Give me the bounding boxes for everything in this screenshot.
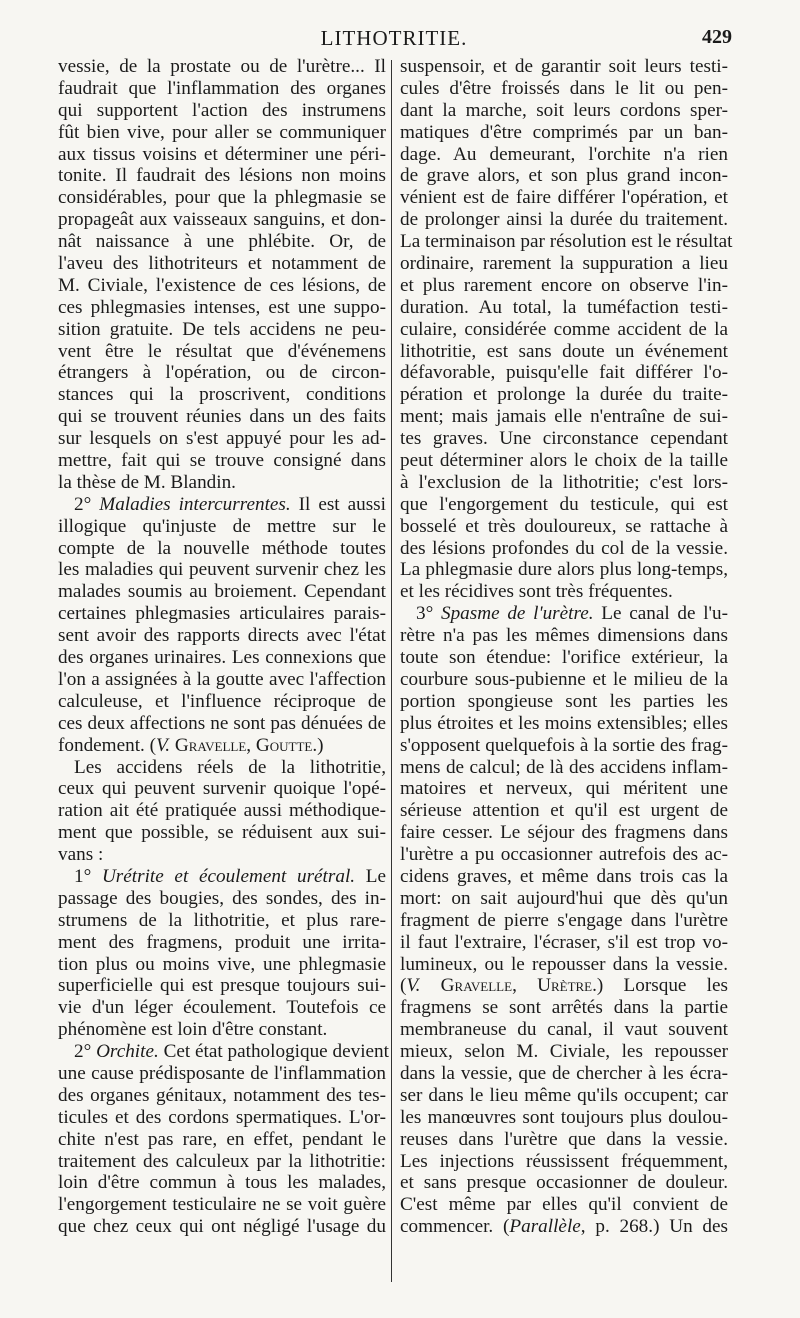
text-line-t: traitement des calculeux par la lithotritie: <box>58 1150 386 1172</box>
text-line <box>58 1063 386 1085</box>
text-line-t: que chez ceux qui ont négligé l'usage du <box>58 1216 386 1238</box>
text-line-t: faudrait que l'inflammation des organes <box>58 77 386 99</box>
text-line-t: suspensoir, et de garantir soit leurs testi- <box>400 56 728 77</box>
text-line-t: reuses dans l'urètre que dans la vessie. <box>400 1128 728 1150</box>
text-line-t: fragmens se sont arrêtés dans la partie <box>400 997 728 1019</box>
text-line-t: l'engorgement testiculaire ne se voit guère <box>58 1194 386 1216</box>
text-line-t: culaire, considérée comme accident de la <box>400 318 728 340</box>
text-line <box>58 1107 386 1129</box>
text-line <box>400 954 728 976</box>
text-line <box>58 866 386 888</box>
text-line-em: V. <box>406 975 421 997</box>
text-line <box>58 253 386 275</box>
text-line-t: C'est même par elles qu'il convient de <box>400 1194 728 1216</box>
text-line-t: mieux, selon M. Civiale, les repousser <box>400 1041 728 1063</box>
text-line <box>58 1019 386 1041</box>
text-line <box>400 165 728 187</box>
text-line-t: ment que possible, se réduisent aux sui- <box>58 822 386 844</box>
text-line <box>400 209 728 231</box>
text-line <box>400 538 728 560</box>
text-line <box>400 932 728 954</box>
text-line-t: La phlegmasie dure alors plus long-temps, <box>400 559 728 581</box>
text-line <box>58 472 386 494</box>
text-line-t: nât naissance à une phlébite. Or, de <box>58 231 386 253</box>
text-line-t: fragment de pierre s'engage dans l'urètre <box>400 909 728 931</box>
text-line <box>400 975 728 997</box>
text-line-em: Spasme de l'urètre. <box>440 603 594 625</box>
text-line <box>58 1151 386 1173</box>
text-line-sc: Gravelle, Urètre. <box>420 975 597 997</box>
text-line <box>58 406 386 428</box>
text-line-t: peut déterminer alors le choix de la taille <box>400 450 728 472</box>
text-line <box>58 144 386 166</box>
text-line <box>58 428 386 450</box>
text-line-t: compte de la nouvelle méthode toutes <box>58 537 386 559</box>
text-line <box>58 516 386 538</box>
text-line <box>58 888 386 910</box>
text-line <box>400 713 728 735</box>
text-line <box>400 1063 728 1085</box>
text-line <box>400 319 728 341</box>
text-line-t: propageât aux vaisseaux sanguins, et don- <box>58 209 386 231</box>
text-line-t: les manœuvres sont toujours plus doulou- <box>400 1106 728 1128</box>
text-line-t: malades soumis au broiement. Cependant <box>58 581 386 603</box>
text-line-t: une cause prédisposante de l'inflammation <box>58 1062 386 1084</box>
text-line-t: bosselé et très douloureux, se rattache à <box>400 515 728 537</box>
text-line-t: cules d'être froissés dans le lit ou pen- <box>400 77 728 99</box>
text-line-t: mettre, fait qui se trouve consigné dans <box>58 450 386 472</box>
text-line <box>58 910 386 932</box>
text-line <box>58 800 386 822</box>
text-line <box>58 954 386 976</box>
text-line <box>400 1107 728 1129</box>
text-line <box>58 56 386 78</box>
text-line <box>58 1216 386 1238</box>
text-line <box>58 100 386 122</box>
text-line <box>400 494 728 516</box>
text-line-t: plus étroites et les moins extensibles; elles <box>400 712 728 734</box>
text-line <box>58 209 386 231</box>
text-line-t: Le canal de l'u- <box>593 603 728 625</box>
text-line <box>58 603 386 625</box>
text-line-t: Cet état pathologique devient <box>158 1041 389 1063</box>
left-text-column <box>58 56 389 1238</box>
text-line <box>58 187 386 209</box>
text-line <box>400 100 728 122</box>
text-line-t: La terminaison par résolution est le résultat <box>400 231 733 253</box>
text-line-t: fût bien vive, pour aller se communiquer <box>58 121 386 143</box>
text-line-post: ) Lorsque les <box>596 975 728 997</box>
text-line <box>400 669 728 691</box>
text-line-t: membraneuse du canal, il vaut souvent <box>400 1019 728 1041</box>
text-line-t: ticules et des cordons spermatiques. L'or- <box>58 1106 386 1128</box>
text-line-post: , p. 268.) Un des <box>580 1216 729 1238</box>
text-line <box>58 932 386 954</box>
text-line-t: mort: on sait aujourd'hui que dès qu'un <box>400 887 728 909</box>
text-line <box>400 341 728 363</box>
text-line <box>400 297 728 319</box>
text-line-t: vessie, de la prostate ou de l'urètre... Il <box>58 56 386 77</box>
text-line <box>58 165 386 187</box>
text-line-t: phénomène est loin d'être constant. <box>58 1019 328 1041</box>
text-line <box>400 1151 728 1173</box>
text-line-t: Le <box>355 865 386 887</box>
text-line <box>58 735 386 757</box>
text-line-t: il faut l'extraire, l'écraser, s'il est trop vo- <box>400 931 728 953</box>
text-line <box>400 625 728 647</box>
right-text-column <box>400 56 733 1238</box>
text-line <box>400 603 728 625</box>
text-line-t: duration. Au total, la tuméfaction testi- <box>400 296 728 318</box>
text-line-t: courbure sous-pubienne et le milieu de la <box>400 668 728 690</box>
text-line-t: dant la marche, soit leurs cordons sper- <box>400 99 728 121</box>
text-line-t: portion spongieuse sont les parties les <box>400 690 728 712</box>
text-line <box>58 450 386 472</box>
page-number: 429 <box>702 26 732 48</box>
text-line-t: et sans presque occasionner de douleur. <box>400 1172 728 1194</box>
text-line-t: ration ait été pratiquée aussi méthodique- <box>58 800 386 822</box>
text-line <box>58 822 386 844</box>
text-line <box>400 757 728 779</box>
text-line <box>400 78 728 100</box>
text-line <box>58 691 386 713</box>
text-line-t: ment; mais jamais elle n'entraîne de sui- <box>400 406 728 428</box>
text-line-t: des organes génitaux, notamment des tes- <box>58 1084 386 1106</box>
text-line-t: faire cesser. Le séjour des fragmens dans <box>400 822 728 844</box>
page-header <box>56 26 732 52</box>
text-line-t: ( <box>400 975 407 997</box>
text-line-em: Urétrite et écoulement urétral. <box>101 865 356 887</box>
text-line <box>400 778 728 800</box>
text-line-t: sition gratuite. De tels accidens ne peu- <box>58 318 386 340</box>
text-line <box>400 581 728 603</box>
text-line <box>400 428 728 450</box>
text-line-t: lithotritie, est sans doute un événement <box>400 340 728 362</box>
text-line <box>400 187 728 209</box>
text-line-t: défavorable, puisqu'elle fait différer l'o- <box>400 362 728 384</box>
text-line-t: tonite. Il faudrait des lésions non moins <box>58 165 386 187</box>
text-line-t: s'opposent quelquefois à la sortie des frag- <box>400 734 728 756</box>
text-line-t: à l'exclusion de la lithotritie; c'est lors- <box>400 471 728 493</box>
text-line <box>400 1041 728 1063</box>
text-line <box>58 1041 389 1063</box>
text-line-em: Parallèle <box>509 1216 581 1238</box>
text-line-t: de grave alors, et son plus grand incon- <box>400 165 728 187</box>
text-line-t: vie d'un léger écoulement. Toutefois ce <box>58 997 386 1019</box>
text-line <box>58 275 386 297</box>
text-line <box>58 669 386 691</box>
text-line-t: des lésions profondes du col de la vessie. <box>400 537 728 559</box>
text-line-t: de prolonger ainsi la durée du traitement. <box>400 209 728 231</box>
text-line-sc: Gravelle, Goutte. <box>170 734 318 756</box>
text-line-t: Les injections réussissent fréquemment, <box>400 1150 728 1172</box>
text-line-t: lumineux, ou le repousser dans la vessie. <box>400 953 728 975</box>
text-line <box>400 647 728 669</box>
text-line <box>58 494 386 516</box>
text-line <box>58 559 386 581</box>
text-line <box>400 56 728 78</box>
text-line-t: des organes urinaires. Les connexions que <box>58 647 386 669</box>
text-line <box>400 866 728 888</box>
text-line-t: chite n'est pas rare, en effet, pendant le <box>58 1128 386 1150</box>
text-line-t: dage. Au demeurant, l'orchite n'a rien <box>400 143 728 165</box>
text-line-t: certaines phlegmasies articulaires parais- <box>58 603 386 625</box>
text-line <box>58 647 386 669</box>
text-line-t: les maladies qui peuvent survenir chez les <box>58 559 386 581</box>
text-line-em: Orchite. <box>96 1041 159 1063</box>
text-line <box>58 581 386 603</box>
text-line <box>58 778 386 800</box>
text-line-t: Les accidens réels de la lithotritie, <box>74 756 386 778</box>
text-line-pre: 3° <box>416 603 441 625</box>
text-line <box>400 888 728 910</box>
text-line-t: dans la vessie, que de chercher à les écra- <box>400 1062 728 1084</box>
text-line <box>58 297 386 319</box>
text-line-t: ser dans le lieu même qu'ils occupent; car <box>400 1084 728 1106</box>
text-line <box>58 362 386 384</box>
text-line-t: et les récidives sont très fréquentes. <box>400 581 673 603</box>
text-line-t: l'on a assignées à la goutte avec l'affection <box>58 668 386 690</box>
text-line <box>58 1085 386 1107</box>
text-line-t: et plus rarement encore on observe l'in- <box>400 274 728 296</box>
text-line <box>400 362 728 384</box>
text-line-t: la thèse de M. Blandin. <box>58 471 236 493</box>
text-line <box>58 78 386 100</box>
text-line <box>58 713 386 735</box>
text-line-t: vénient est de faire différer l'opération, et <box>400 187 728 209</box>
text-line-t: vans : <box>58 844 104 866</box>
text-line <box>58 341 386 363</box>
text-line-t: vent être le résultat que d'événemens <box>58 340 386 362</box>
text-line <box>58 384 386 406</box>
text-line-t: illogique qu'injuste de mettre sur le <box>58 515 386 537</box>
text-line <box>58 757 386 779</box>
text-line-t: passage des bougies, des sondes, des in- <box>58 887 386 909</box>
text-line-t: superficielle qui est presque toujours sui- <box>58 975 386 997</box>
text-line-t: sent avoir des rapports directs avec l'état <box>58 625 386 647</box>
text-line-t: étrangers à l'opération, ou de circon- <box>58 362 386 384</box>
text-line <box>58 997 386 1019</box>
text-line-t: matiques d'être comprimés par un ban- <box>400 121 728 143</box>
text-line-t: cidens graves, et même dans trois cas la <box>400 865 728 887</box>
text-line-t: ces phlegmasies intenses, est une suppo- <box>58 296 386 318</box>
text-line <box>400 1085 728 1107</box>
text-line <box>400 735 728 757</box>
text-line <box>58 625 386 647</box>
column-divider <box>391 60 392 1282</box>
text-line <box>58 122 386 144</box>
text-line-t: qui se trouvent réunies dans un des faits <box>58 406 386 428</box>
text-line-pre: 2° <box>74 1041 97 1063</box>
text-line <box>400 406 728 428</box>
text-line-em: V. <box>156 734 171 756</box>
text-line <box>400 1019 728 1041</box>
text-line-t: que l'engorgement du testicule, qui est <box>400 493 728 515</box>
text-line <box>58 1129 386 1151</box>
text-line <box>58 231 386 253</box>
text-line <box>400 450 728 472</box>
text-line <box>58 844 386 866</box>
text-line <box>400 1216 728 1238</box>
text-line-t: ment des fragmens, produit une irrita- <box>58 931 386 953</box>
text-line <box>400 144 728 166</box>
text-line <box>58 1172 386 1194</box>
text-line <box>400 472 728 494</box>
text-line <box>400 800 728 822</box>
text-line <box>400 1172 728 1194</box>
text-line <box>58 538 386 560</box>
text-line-pre: 1° <box>74 865 102 887</box>
text-line-t: tes graves. Une circonstance cependant <box>400 428 728 450</box>
text-line <box>58 975 386 997</box>
text-line-t: mens de calcul; de là des accidens inflam- <box>400 756 728 778</box>
text-line-t: toute son étendue: l'orifice extérieur, la <box>400 647 728 669</box>
text-line <box>400 384 728 406</box>
text-line <box>400 844 728 866</box>
text-line <box>400 997 728 1019</box>
text-line-post: ) <box>317 734 324 756</box>
text-line <box>58 1194 386 1216</box>
text-line-t: calculeuse, et l'influence réciproque de <box>58 690 386 712</box>
text-line-t: Il est aussi <box>290 493 386 515</box>
text-line-em: Maladies intercurrentes. <box>99 493 291 515</box>
text-line-t: tion plus ou moins vive, une phlegmasie <box>58 953 386 975</box>
text-line-t: pération et prolonge la durée du traite- <box>400 384 728 406</box>
text-line <box>400 822 728 844</box>
text-line-t: l'aveu des lithotriteurs et notamment de <box>58 253 386 275</box>
text-line-t: loin d'être commun à tous les malades, <box>58 1172 386 1194</box>
text-line <box>400 1194 728 1216</box>
text-line-t: qui supportent l'action des instrumens <box>58 99 386 121</box>
text-line-t: fondement. ( <box>58 734 157 756</box>
text-line-t: rètre n'a pas les mêmes dimensions dans <box>400 625 728 647</box>
text-line-t: aux tissus voisins et déterminer une péri- <box>58 143 386 165</box>
text-line <box>400 559 728 581</box>
text-line-pre: 2° <box>74 493 100 515</box>
text-line <box>400 231 733 253</box>
text-line <box>400 691 728 713</box>
text-line <box>400 253 728 275</box>
text-line <box>400 516 728 538</box>
text-line-t: commencer. ( <box>400 1216 510 1238</box>
text-line <box>400 275 728 297</box>
text-line-t: ordinaire, rarement la suppuration a lieu <box>400 253 728 275</box>
text-line-t: l'urètre a pu occasionner autrefois des ac- <box>400 844 728 866</box>
text-line-t: stances qui la proscrivent, conditions <box>58 384 386 406</box>
text-line-t: sérieuse attention et qu'il est urgent de <box>400 800 728 822</box>
text-line-t: sur lesquels on s'est appuyé pour les ad- <box>58 428 386 450</box>
text-line-t: ces deux affections ne sont pas dénuées de <box>58 712 386 734</box>
text-line <box>400 910 728 932</box>
text-line-t: ceux qui peuvent survenir quoique l'opé- <box>58 778 386 800</box>
text-line <box>400 1129 728 1151</box>
text-line-t: matoires et nerveux, qui méritent une <box>400 778 728 800</box>
text-line-t: M. Civiale, l'existence de ces lésions, de <box>58 274 386 296</box>
running-title: LITHOTRITIE. <box>320 26 468 50</box>
text-line-t: strumens de la lithotritie, et plus rare- <box>58 909 386 931</box>
text-line <box>400 122 728 144</box>
text-line-t: considérables, pour que la phlegmasie se <box>58 187 386 209</box>
text-line <box>58 319 386 341</box>
